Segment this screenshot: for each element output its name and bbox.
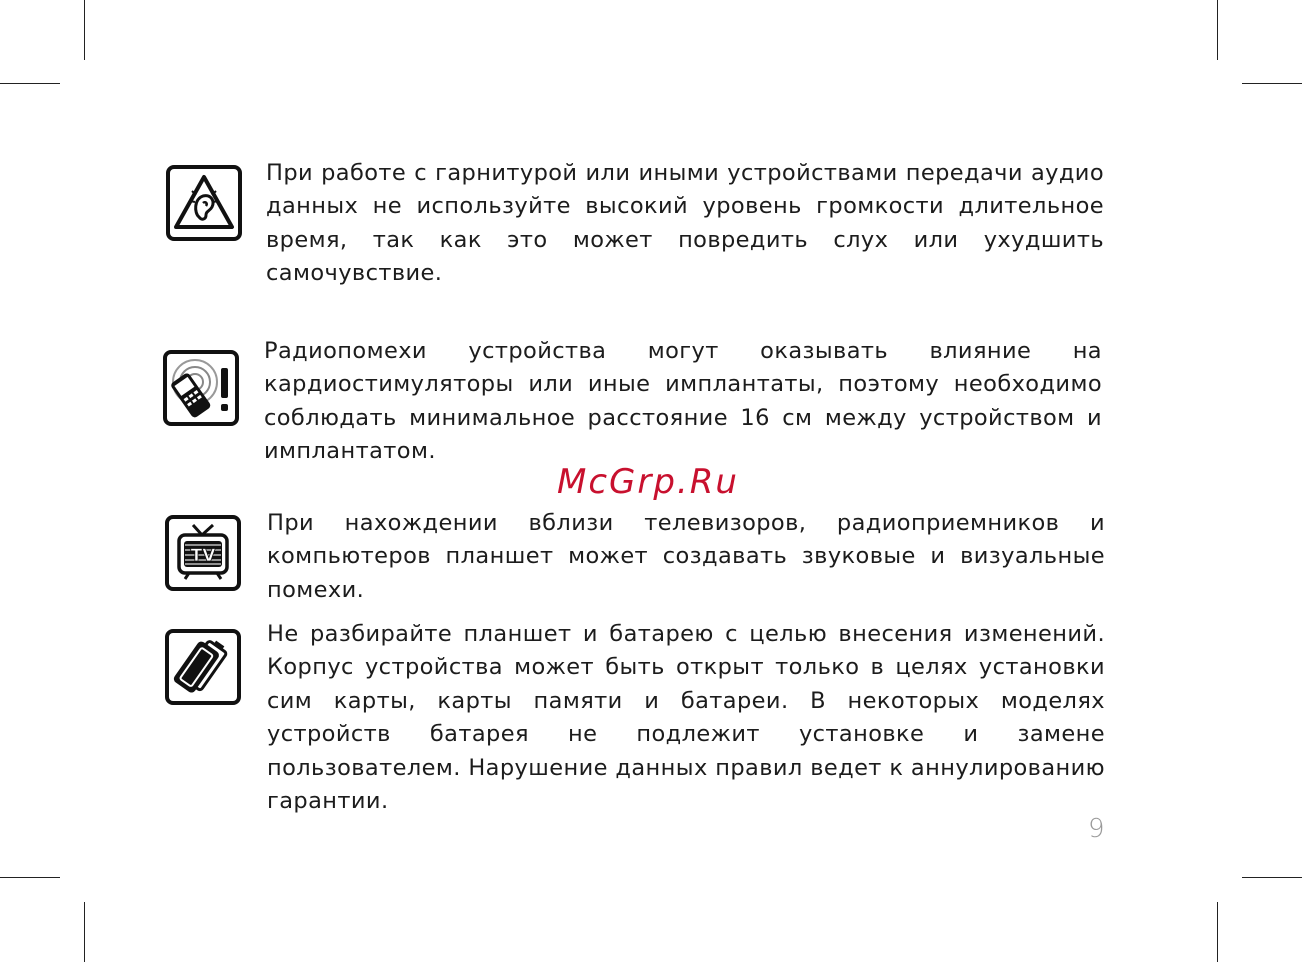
page-number: 9 — [1088, 814, 1105, 844]
crop-mark-bottom-left-vertical — [84, 902, 85, 962]
crop-mark-top-left-horizontal — [0, 83, 60, 84]
section-text: Радиопомехи устройства могут оказывать влияние на кардиостимуляторы или иные имплантаты, поэтому необходимо соблюдать минимальное расстояние 16 см между устройством и имплантатом. — [264, 338, 1102, 465]
crop-mark-bottom-right-vertical — [1217, 902, 1218, 962]
crop-mark-bottom-right-horizontal — [1242, 877, 1302, 878]
crop-mark-bottom-left-horizontal — [0, 877, 60, 878]
section-text: При работе с гарнитурой или иными устройствами передачи аудио данных не используйте высокий уровень громкости длительное время, так как это может повредить слух или ухудшить самочувствие. — [266, 160, 1104, 287]
phone-interference-icon — [163, 350, 239, 426]
crop-mark-top-left-vertical — [84, 0, 85, 60]
crop-mark-top-right-horizontal — [1242, 83, 1302, 84]
crop-mark-top-right-vertical — [1217, 0, 1218, 60]
tv-interference-icon — [165, 515, 241, 591]
battery-icon — [165, 629, 241, 705]
tv-icon-label: TV — [190, 546, 216, 566]
section-text: При нахождении вблизи телевизоров, радиоприемников и компьютеров планшет может создавать звуковые и визуальные помехи. — [267, 510, 1105, 603]
section-text: Не разбирайте планшет и батарею с целью внесения изменений. Корпус устройства может быть открыт только в целях установки сим карты, карты памяти и батареи. В некоторых моделях устройств батарея не подлежит установке и замене пользователем. Нарушение данных правил ведет к аннулированию гарантии. — [267, 621, 1106, 815]
hearing-warning-icon — [166, 165, 242, 241]
watermark: McGrp.Ru — [557, 462, 739, 502]
